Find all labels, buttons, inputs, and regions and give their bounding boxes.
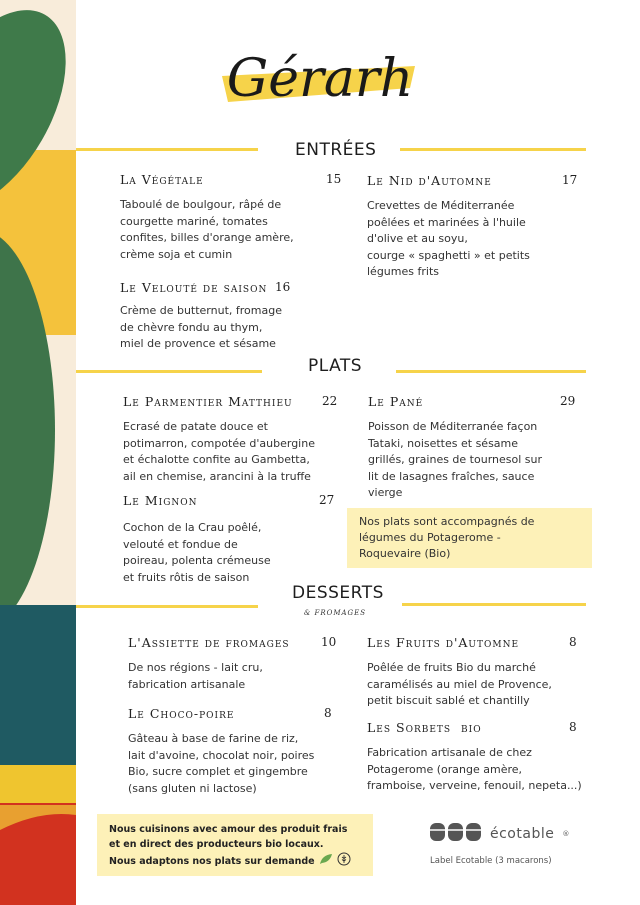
bottom-note-line: Nous adaptons nos plats sur demande <box>109 856 315 867</box>
dish-entree <box>367 173 577 281</box>
macaron-icon <box>430 822 482 846</box>
ecotable-caption: Label Ecotable (3 macarons) <box>430 856 552 866</box>
section-rule-left <box>76 370 262 373</box>
section-rule-right <box>402 603 586 606</box>
dish-name: Le Nid d'Automne <box>367 173 492 188</box>
section-title-entrees: ENTRÉES <box>295 140 377 160</box>
registered-mark: ® <box>562 830 570 838</box>
section-rule-left <box>76 605 258 608</box>
dish-description: Fabrication artisanale de chez Potagerome (orange amère, framboise, verveine, fenouil, nepeta...) <box>367 746 582 792</box>
decorative-shapes <box>0 0 76 905</box>
dish-description: Cochon de la Crau poêlé, velouté et fondue de poireau, polenta crémeuse et fruits rôtis de saison <box>123 521 271 584</box>
section-rule-left <box>76 148 258 151</box>
logo-text: Gérarh <box>226 49 414 109</box>
dish-description: Taboulé de boulgour, râpé de courgette mariné, tomates confites, billes d'orange amère, crème soja et cumin <box>120 198 294 261</box>
dish-plat <box>123 493 338 586</box>
bottom-note-line: Nous cuisinons avec amour des produit frais <box>109 824 348 835</box>
dish-name: Le Parmentier Matthieu <box>123 394 293 409</box>
dish-description: Ecrasé de patate douce et potimarron, compotée d'aubergine et échalotte confite au Gambetta, ail en chemise, arancini à la truffe <box>123 420 315 483</box>
dish-price: 8 <box>569 635 577 649</box>
decorative-band <box>0 0 76 905</box>
dish-price: 10 <box>321 635 337 649</box>
dish-price: 16 <box>275 280 291 294</box>
dish-price: 29 <box>560 394 576 408</box>
dish-name: Le Velouté de saison <box>120 280 268 295</box>
dish-description: Gâteau à base de farine de riz, lait d'avoine, chocolat noir, poires Bio, sucre complet et gingembre (sans gluten ni lactose) <box>128 732 315 795</box>
dish-dessert <box>367 720 597 795</box>
dish-name: Le Choco-poire <box>128 706 235 721</box>
dish-description: De nos régions - lait cru, fabrication artisanale <box>128 661 263 691</box>
dish-name: Les Fruits d'Automne <box>367 635 520 650</box>
dish-price: 15 <box>326 172 342 186</box>
dish-entree <box>120 172 340 263</box>
dish-dessert <box>128 635 338 693</box>
dish-description: Crème de butternut, fromage de chèvre fondu au thym, miel de provence et sésame <box>120 304 282 350</box>
restaurant-logo <box>220 18 420 128</box>
dish-dessert <box>128 706 343 797</box>
section-title-desserts: DESSERTS <box>292 583 384 603</box>
dish-description: Crevettes de Méditerranée poêlées et marinées à l'huile d'olive et au soyu, courge « spaghetti » et petits légumes frits <box>367 199 530 278</box>
ecotable-label <box>430 822 610 866</box>
dish-plat <box>123 394 338 485</box>
dish-price: 27 <box>319 493 335 507</box>
ecotable-name: écotable <box>490 826 555 842</box>
dish-name: L'Assiette de fromages <box>128 635 290 650</box>
dish-plat <box>368 394 578 502</box>
section-title-plats: PLATS <box>308 356 363 376</box>
dish-name: Le Pané <box>368 394 424 409</box>
dish-entree <box>120 280 340 353</box>
bottom-note-line: et en direct des producteurs bio locaux. <box>109 839 324 850</box>
gluten-free-icon <box>337 852 351 871</box>
dish-dessert <box>367 635 582 710</box>
dish-description: Poisson de Méditerranée façon Tataki, noisettes et sésame grillés, graines de tournesol sur lit de lasagnes fraîches, sauce vierge <box>368 420 543 499</box>
dish-price: 22 <box>322 394 338 408</box>
section-rule-right <box>396 370 586 373</box>
dish-price: 17 <box>562 173 578 187</box>
plats-note: Nos plats sont accompagnés de légumes du Potagerome - Roquevaire (Bio) <box>347 508 592 568</box>
section-subtitle-fromages: & FROMAGES <box>304 609 367 617</box>
bottom-note <box>97 814 373 876</box>
dish-price: 8 <box>569 720 577 734</box>
dish-price: 8 <box>324 706 332 720</box>
dish-name: Le Mignon <box>123 493 198 508</box>
leaf-icon <box>319 853 333 870</box>
dish-name: Les Sorbets bio <box>367 720 482 735</box>
dish-description: Poêlée de fruits Bio du marché caramélisés au miel de Provence, petit biscuit sablé et chantilly <box>367 661 552 707</box>
section-rule-right <box>400 148 586 151</box>
dish-name: La Végétale <box>120 172 204 187</box>
